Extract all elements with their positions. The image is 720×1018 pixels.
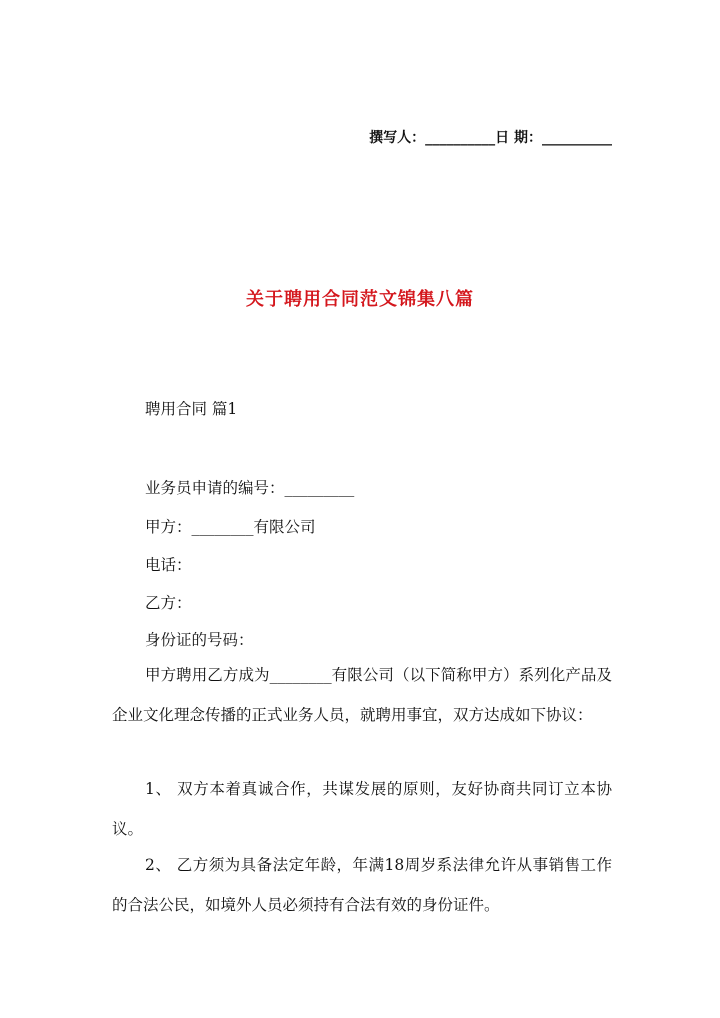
date-blank: __________	[542, 130, 612, 146]
author-date-header	[369, 127, 612, 147]
document-title: 关于聘用合同范文锦集八篇	[246, 289, 474, 310]
phone-line: 电话：	[145, 556, 192, 574]
intro-paragraph: 甲方聘用乙方成为________有限公司（以下简称甲方）系列化产品及企业文化理念传播的正式业务人员，就聘用事宜，双方达成如下协议：	[112, 666, 612, 724]
author-label: 撰写人：	[369, 130, 426, 146]
number-field-line: 业务员申请的编号：_________	[145, 479, 355, 497]
id-number-line: 身份证的号码：	[145, 631, 254, 649]
party-a-line: 甲方：________有限公司	[145, 518, 316, 536]
section-heading: 聘用合同 篇1	[145, 400, 238, 418]
author-blank: __________	[425, 130, 496, 146]
clause-1-paragraph: 1、 双方本着真诚合作，共谋发展的原则，友好协商共同订立本协议。	[112, 780, 612, 838]
date-label: 日 期：	[495, 130, 542, 146]
clause-2-paragraph: 2、 乙方须为具备法定年龄，年满18周岁系法律允许从事销售工作的合法公民，如境外人员必须持有合法有效的身份证件。	[112, 856, 612, 914]
party-b-line: 乙方：	[145, 594, 192, 612]
